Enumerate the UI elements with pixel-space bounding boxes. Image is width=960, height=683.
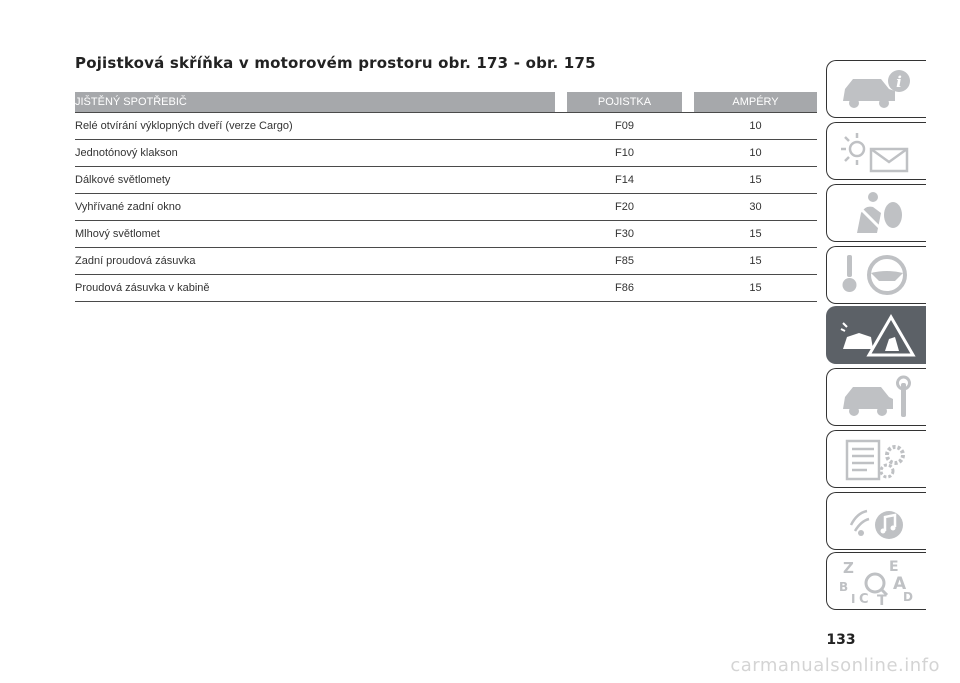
cell-amperes: 15 — [694, 248, 817, 275]
car-info-icon — [837, 65, 917, 113]
cell-consumer: Jednotónový klakson — [75, 140, 555, 167]
cell-amperes: 15 — [694, 167, 817, 194]
warning-lights-icon — [837, 127, 917, 175]
page-title: Pojistková skříňka v motorovém prostoru obr. 173 - obr. 175 — [75, 54, 596, 72]
cell-amperes: 10 — [694, 113, 817, 140]
cell-consumer: Dálkové světlomety — [75, 167, 555, 194]
table-row — [75, 221, 817, 248]
cell-fuse: F09 — [567, 113, 682, 140]
cell-consumer: Zadní proudová zásuvka — [75, 248, 555, 275]
header-fuse: POJISTKA — [567, 92, 682, 113]
tab-maintenance[interactable] — [826, 368, 926, 426]
page-number: 133 — [826, 632, 856, 648]
table-row — [75, 113, 817, 140]
svg-text:i: i — [895, 73, 902, 91]
table-row — [75, 140, 817, 167]
watermark: carmanualsonline.info — [730, 655, 940, 676]
breakdown-warning-icon — [837, 311, 917, 359]
cell-fuse: F85 — [567, 248, 682, 275]
table-row — [75, 248, 817, 275]
cell-amperes: 10 — [694, 140, 817, 167]
cell-consumer: Vyhřívané zadní okno — [75, 194, 555, 221]
tab-index[interactable] — [826, 552, 926, 610]
cell-amperes: 15 — [694, 221, 817, 248]
steering-wheel-key-icon — [837, 251, 917, 299]
cell-fuse: F86 — [567, 275, 682, 302]
header-amperes: AMPÉRY — [694, 92, 817, 113]
maintenance-car-icon — [837, 373, 917, 421]
index-letter: T — [876, 593, 887, 605]
cell-consumer: Proudová zásuvka v kabině — [75, 275, 555, 302]
cell-consumer: Relé otvírání výklopných dveří (verze Cargo) — [75, 113, 555, 140]
index-letter: D — [902, 590, 913, 604]
tab-emergency[interactable] — [826, 306, 926, 364]
alphabetical-index-icon — [837, 557, 917, 605]
table-row — [75, 194, 817, 221]
tab-warning-lights[interactable] — [826, 122, 926, 180]
tab-technical-data[interactable] — [826, 430, 926, 488]
tab-multimedia[interactable] — [826, 492, 926, 550]
index-letter: E — [888, 559, 899, 575]
safety-airbag-icon — [837, 189, 917, 237]
cell-amperes: 15 — [694, 275, 817, 302]
tab-starting-driving[interactable] — [826, 246, 926, 304]
cell-fuse: F14 — [567, 167, 682, 194]
table-row — [75, 167, 817, 194]
index-letter: B — [838, 580, 848, 594]
cell-amperes: 30 — [694, 194, 817, 221]
table-header-row — [75, 92, 817, 113]
cell-consumer: Mlhový světlomet — [75, 221, 555, 248]
cell-fuse: F20 — [567, 194, 682, 221]
tab-car-info[interactable] — [826, 60, 926, 118]
cell-fuse: F30 — [567, 221, 682, 248]
chapter-sidebar — [826, 0, 928, 620]
index-letter: I — [850, 592, 855, 605]
cell-fuse: F10 — [567, 140, 682, 167]
index-letter: Z — [842, 559, 854, 577]
tab-safety[interactable] — [826, 184, 926, 242]
index-letter: A — [892, 574, 906, 594]
header-consumer: JIŠTĚNÝ SPOTŘEBIČ — [75, 92, 555, 113]
table-row — [75, 275, 817, 302]
index-letter: C — [858, 592, 869, 605]
multimedia-icon — [837, 497, 917, 545]
fuse-table — [75, 92, 817, 302]
technical-data-icon — [837, 435, 917, 483]
